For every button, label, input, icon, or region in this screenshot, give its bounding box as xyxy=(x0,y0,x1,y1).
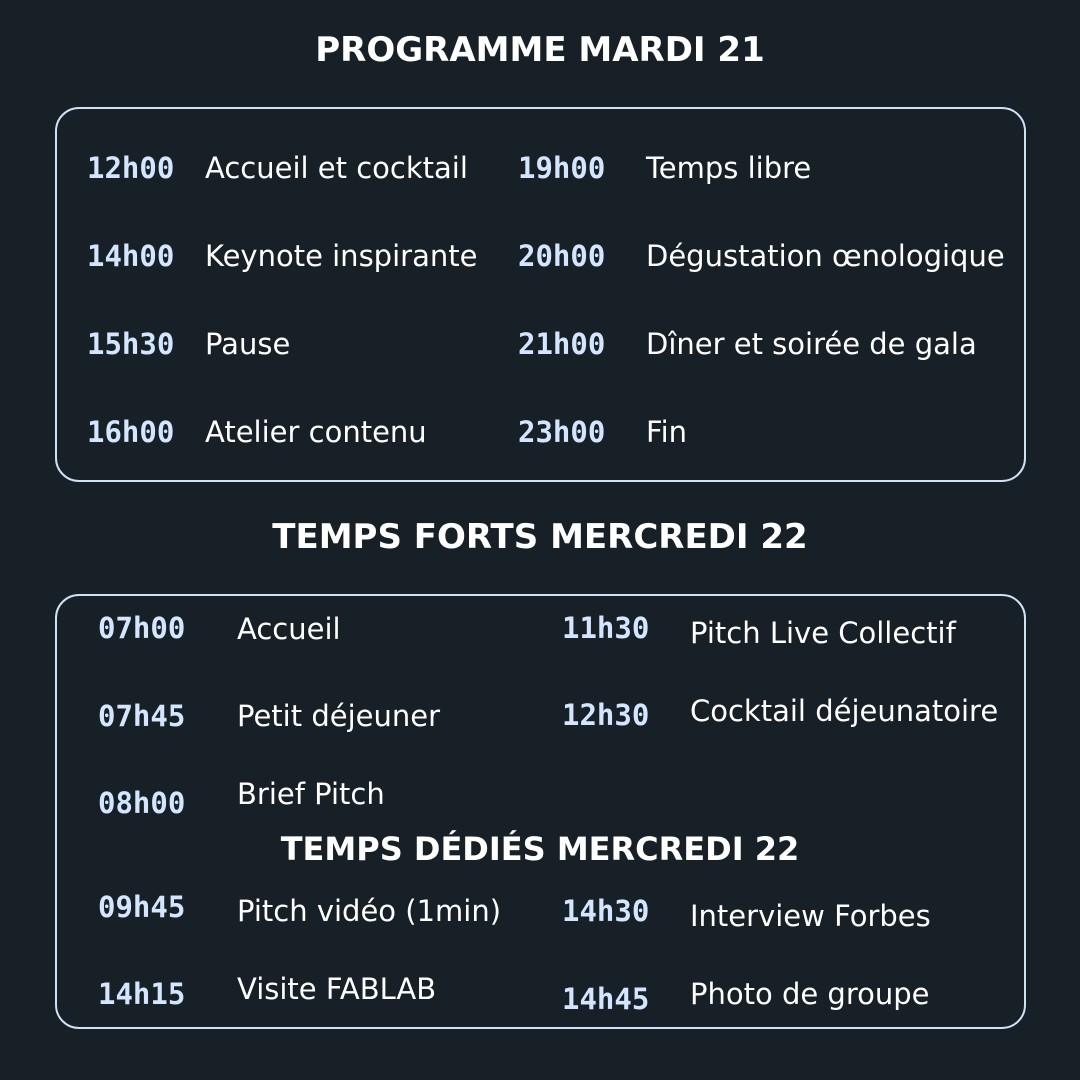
temps-forts-time: 08h00 xyxy=(98,786,186,820)
programme-label: Dégustation œnologique xyxy=(646,239,1005,273)
temps-dedies-label: Visite FABLAB xyxy=(237,972,437,1006)
temps-forts-label: Petit déjeuner xyxy=(237,699,440,733)
temps-forts-label: Accueil xyxy=(237,612,341,646)
programme-label: Fin xyxy=(646,415,688,449)
programme-label: Dîner et soirée de gala xyxy=(646,327,977,361)
programme-time: 21h00 xyxy=(518,327,606,361)
temps-forts-title: TEMPS FORTS MERCREDI 22 xyxy=(272,517,808,557)
temps-dedies-title: TEMPS DÉDIÉS MERCREDI 22 xyxy=(280,830,800,868)
programme-label: Atelier contenu xyxy=(205,415,427,449)
temps-dedies-time: 14h30 xyxy=(562,894,650,928)
mercredi-box xyxy=(55,594,1026,1029)
temps-dedies-label: Pitch vidéo (1min) xyxy=(237,894,502,928)
temps-forts-label: Brief Pitch xyxy=(237,777,385,811)
programme-time: 19h00 xyxy=(518,151,606,185)
temps-dedies-label: Photo de groupe xyxy=(690,977,930,1011)
temps-forts-time: 12h30 xyxy=(562,698,650,732)
temps-forts-time: 07h45 xyxy=(98,699,186,733)
programme-time: 16h00 xyxy=(87,415,175,449)
temps-dedies-time: 14h45 xyxy=(562,982,650,1016)
temps-dedies-label: Interview Forbes xyxy=(690,899,931,933)
programme-label: Accueil et cocktail xyxy=(205,151,468,185)
temps-forts-label: Cocktail déjeunatoire xyxy=(690,694,999,728)
temps-forts-label: Pitch Live Collectif xyxy=(690,616,956,650)
programme-label: Pause xyxy=(205,327,291,361)
programme-time: 12h00 xyxy=(87,151,175,185)
programme-title: PROGRAMME MARDI 21 xyxy=(315,30,765,70)
programme-label: Keynote inspirante xyxy=(205,239,478,273)
programme-label: Temps libre xyxy=(646,151,812,185)
programme-time: 14h00 xyxy=(87,239,175,273)
programme-time: 23h00 xyxy=(518,415,606,449)
temps-dedies-time: 09h45 xyxy=(98,890,186,924)
temps-forts-time: 07h00 xyxy=(98,611,186,645)
temps-dedies-time: 14h15 xyxy=(98,977,186,1011)
temps-forts-time: 11h30 xyxy=(562,611,650,645)
programme-time: 20h00 xyxy=(518,239,606,273)
programme-time: 15h30 xyxy=(87,327,175,361)
